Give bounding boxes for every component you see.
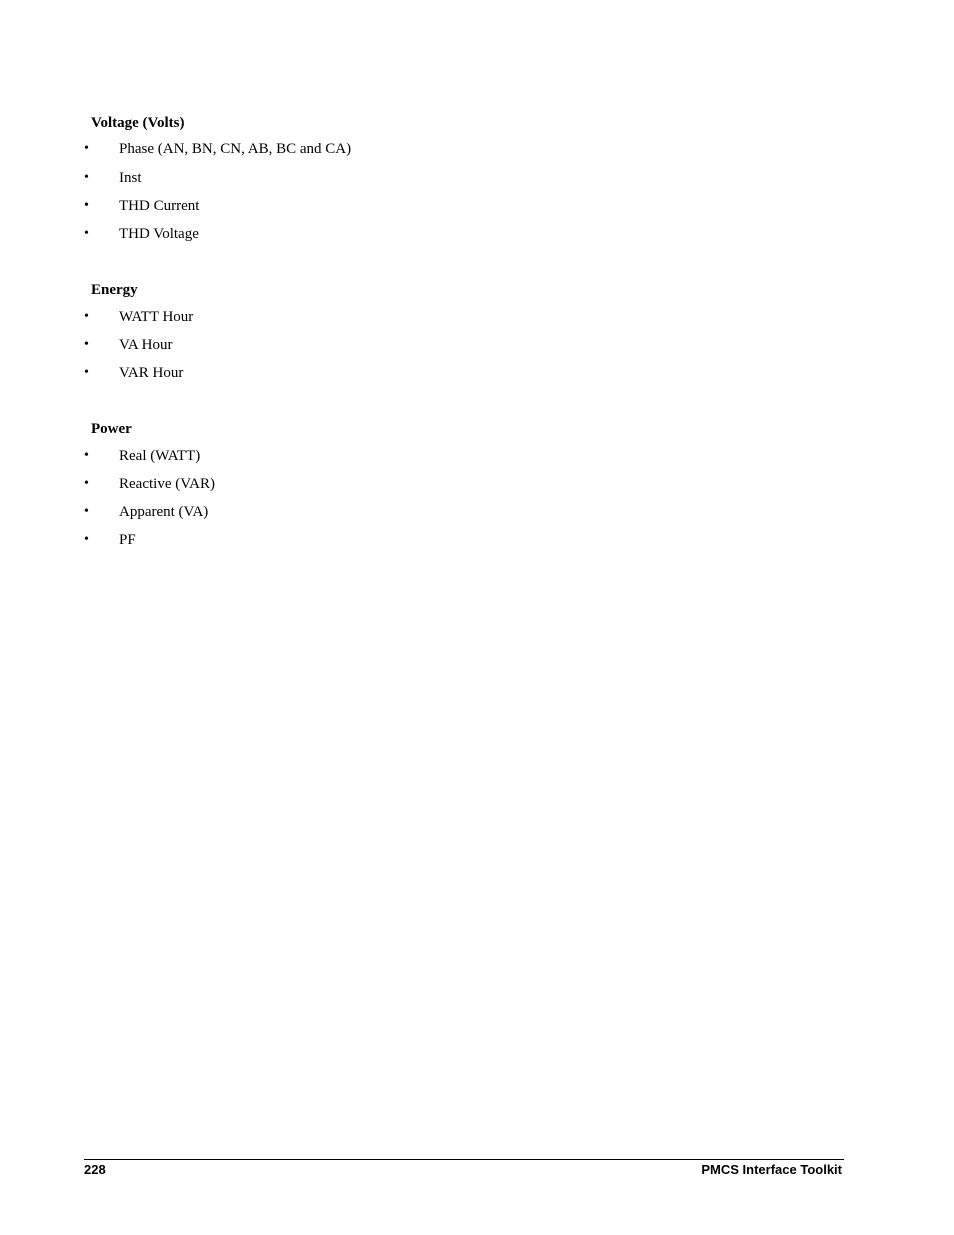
list-item-text: Reactive (VAR) bbox=[119, 476, 215, 492]
section-heading-voltage: Voltage (Volts) bbox=[91, 115, 185, 131]
list-item-text: THD Current bbox=[119, 198, 200, 214]
list-item-text: Real (WATT) bbox=[119, 448, 201, 464]
bullet-icon: • bbox=[84, 532, 89, 547]
list-item-text: Apparent (VA) bbox=[119, 504, 209, 520]
list-item-text: VA Hour bbox=[119, 337, 173, 353]
list-item-text: WATT Hour bbox=[119, 309, 194, 325]
footer-doc-title: PMCS Interface Toolkit bbox=[701, 1162, 842, 1177]
section-heading-power: Power bbox=[91, 421, 132, 437]
bullet-icon: • bbox=[84, 476, 89, 491]
footer-page-number: 228 bbox=[84, 1162, 106, 1177]
bullet-icon: • bbox=[84, 170, 89, 185]
list-item-text: VAR Hour bbox=[119, 365, 184, 381]
list-item-text: Inst bbox=[119, 170, 142, 186]
list-item-text: Phase (AN, BN, CN, AB, BC and CA) bbox=[119, 141, 352, 157]
bullet-icon: • bbox=[84, 504, 89, 519]
bullet-icon: • bbox=[84, 365, 89, 380]
list-item-text: THD Voltage bbox=[119, 226, 199, 242]
bullet-icon: • bbox=[84, 309, 89, 324]
bullet-icon: • bbox=[84, 226, 89, 241]
bullet-icon: • bbox=[84, 337, 89, 352]
footer-divider bbox=[84, 1159, 844, 1160]
list-item-text: PF bbox=[119, 532, 136, 548]
bullet-icon: • bbox=[84, 141, 89, 156]
section-heading-energy: Energy bbox=[91, 282, 138, 298]
bullet-icon: • bbox=[84, 448, 89, 463]
bullet-icon: • bbox=[84, 198, 89, 213]
